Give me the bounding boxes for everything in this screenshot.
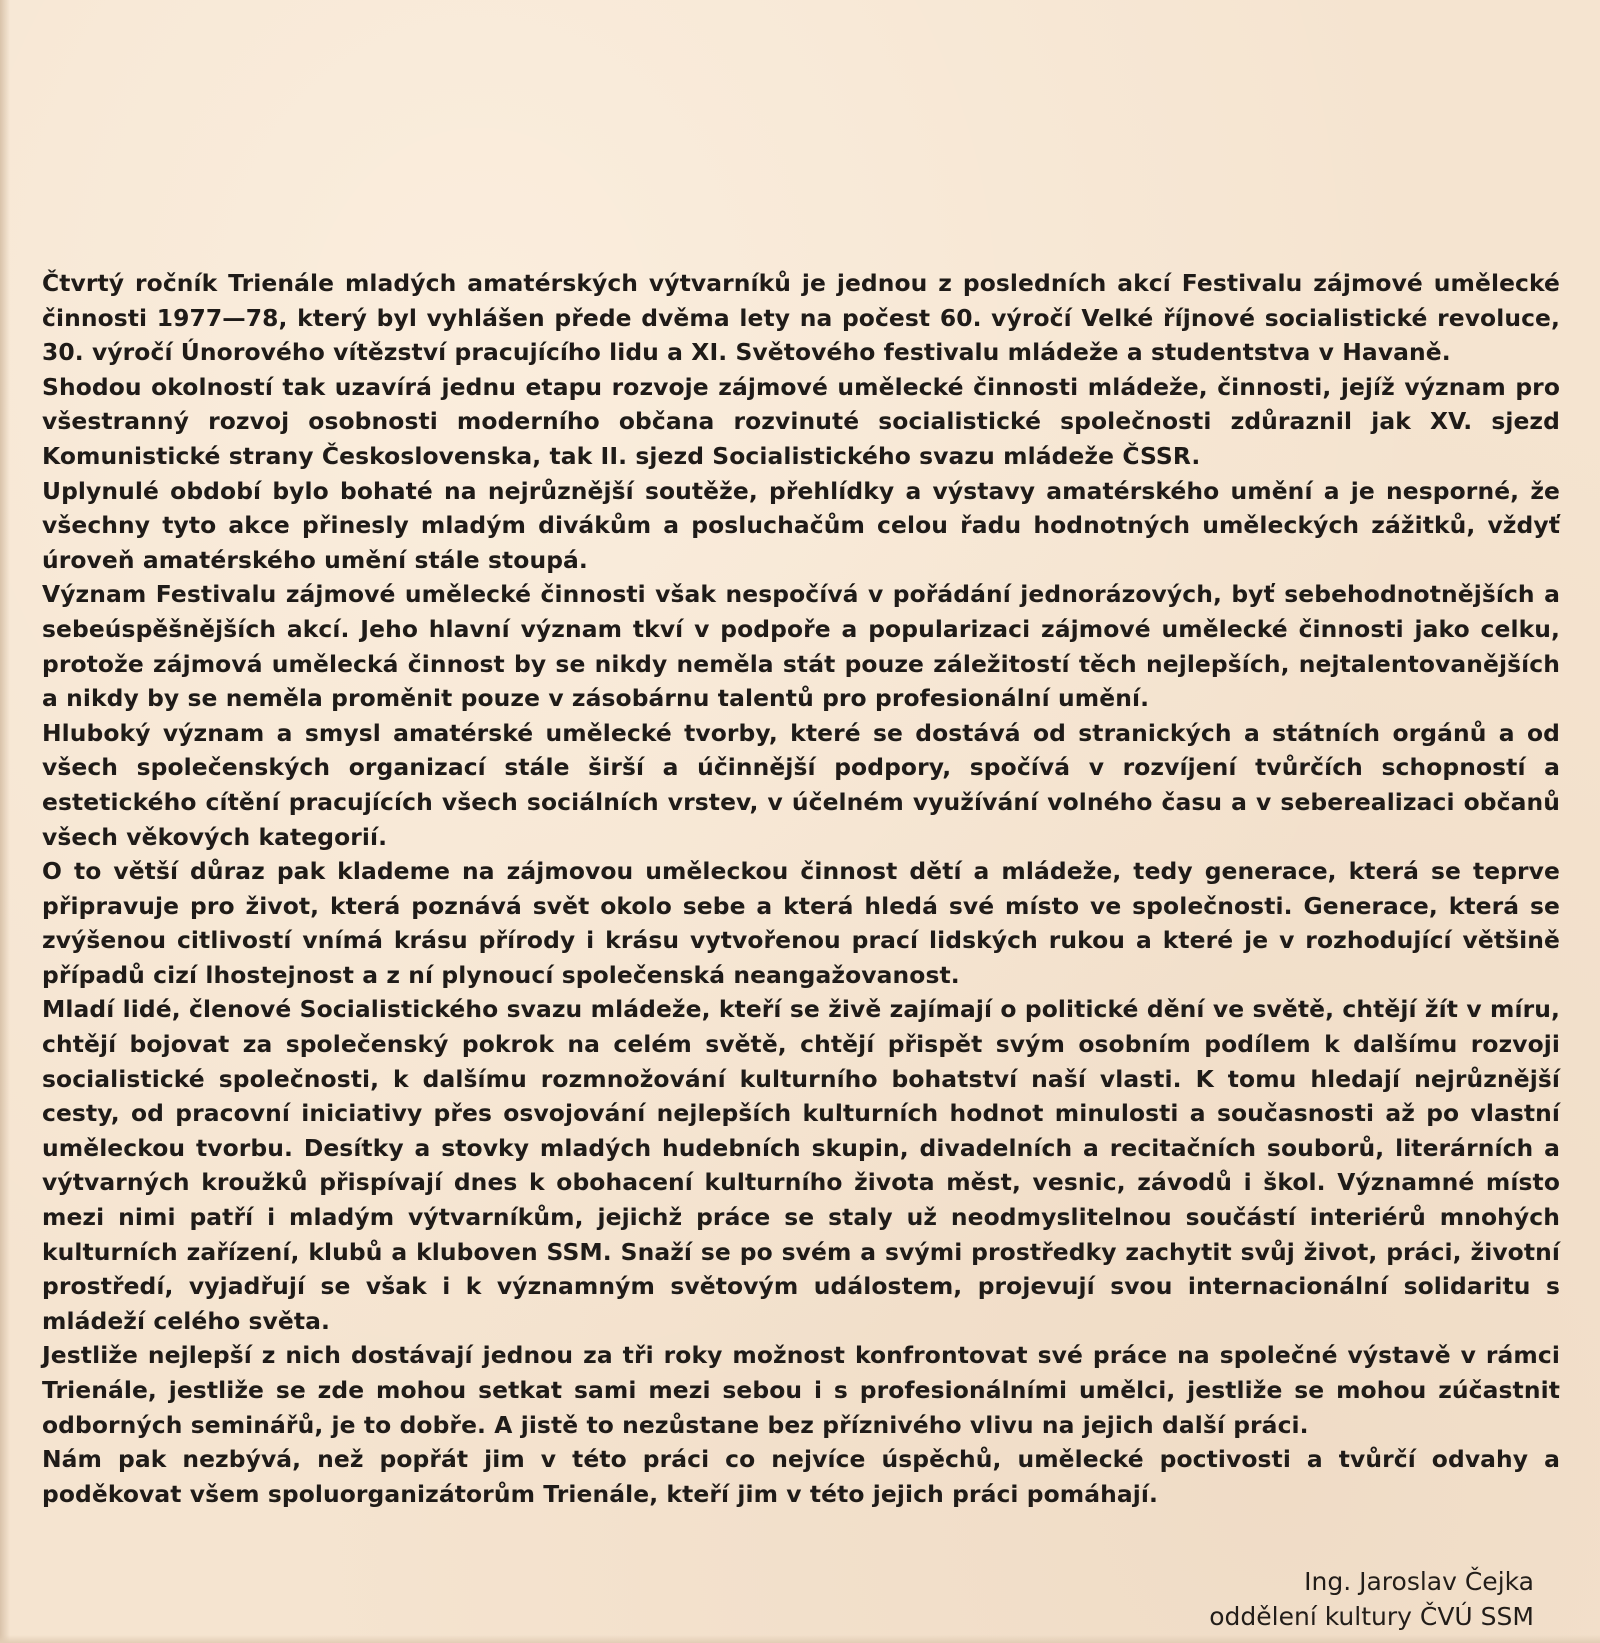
paragraph-7: Mladí lidé, členové Socialistického svazu mládeže, kteří se živě zajímají o politické dění ve světě, chtějí žít v míru, chtějí bojovat za společenský pokrok na celém světě, chtějí přispět svým osobním podílem k dalšímu rozvoji socialistické společnosti, k dalšímu rozmnožování kulturního bohatství naší vlasti. K tomu hledají nejrůznější cesty, od pracovní iniciativy přes osvojování nejlepších kulturních hodnot minulosti a současnosti až po vlastní uměleckou tvorbu. Desítky a stovky mladých hudebních skupin, divadelních a recitačních souborů, literárních a výtvarných kroužků přispívají dnes k obohacení kulturního života měst, vesnic, závodů i škol. Významné místo mezi nimi patří i mladým výtvarníkům, jejichž práce se staly už neodmyslitelnou součástí interiérů mnohých kulturních zařízení, klubů a kluboven SSM. Snaží se po svém a svými prostředky zachytit svůj život, práci, životní prostředí, vyjadřují se však i k významným světovým událostem, projevují svou internacionální solidaritu s mládeží celého světa. bbox=[42, 995, 1560, 1335]
paragraph-1: Čtvrtý ročník Trienále mladých amatérských výtvarníků je jednou z posledních akcí Festivalu zájmové umělecké činnosti 1977—78, který byl vyhlášen přede dvěma lety na počest 60. výročí Velké říjnové socialistické revoluce, 30. výročí Únorového vítězství pracujícího lidu a XI. Světového festivalu mládeže a studentstva v Havaně. bbox=[42, 269, 1560, 367]
paragraph-5: Hluboký význam a smysl amatérské umělecké tvorby, které se dostává od stranických a státních orgánů a od všech společenských organizací stále širší a účinnější podpory, spočívá v rozvíjení tvůrčích schopností a estetického cítění pracujících všech sociálních vrstev, v účelném využívání volného času a v seberealizaci občanů všech věkových kategorií. bbox=[42, 718, 1560, 851]
paragraph-4: Význam Festivalu zájmové umělecké činnosti však nespočívá v pořádání jednorázových, byť sebehodnotnějších a sebeúspěšnějších akcí. Jeho hlavní význam tkví v podpoře a popularizaci zájmové umělecké činnosti jako celku, protože zájmová umělecká činnost by se nikdy neměla stát pouze záležitostí těch nejlepších, nejtalentovanějších a nikdy by se neměla proměnit pouze v zásobárnu talentů pro profesionální umění. bbox=[42, 580, 1560, 713]
page-left-edge-shadow bbox=[0, 0, 10, 1643]
article-body bbox=[42, 266, 1560, 1511]
paragraph-8: Jestliže nejlepší z nich dostávají jednou za tři roky možnost konfrontovat své práce na společné výstavě v rámci Trienále, jestliže se zde mohou setkat sami mezi sebou i s profesionálními umělci, jestliže se mohou zúčastnit odborných seminářů, je to dobře. A jistě to nezůstane bez příznivého vlivu na jejich další práci. bbox=[42, 1341, 1560, 1439]
paragraph-9: Nám pak nezbývá, než popřát jim v této práci co nejvíce úspěchů, umělecké poctivosti a tvůrčí odvahy a poděkovat všem spoluorganizátorům Trienále, kteří jim v této jejich práci pomáhají. bbox=[42, 1445, 1560, 1508]
page-bottom-edge-shadow bbox=[0, 1635, 1600, 1643]
signature-block bbox=[1209, 1564, 1534, 1634]
paragraph-3: Uplynulé období bylo bohaté na nejrůznější soutěže, přehlídky a výstavy amatérského umění a je nesporné, že všechny tyto akce přinesly mladým divákům a posluchačům celou řadu hodnotných uměleckých zážitků, vždyť úroveň amatérského umění stále stoupá. bbox=[42, 476, 1560, 574]
signature-name: Ing. Jaroslav Čejka bbox=[1304, 1567, 1534, 1596]
signature-department: oddělení kultury ČVÚ SSM bbox=[1209, 1602, 1534, 1631]
paragraph-6: O to větší důraz pak klademe na zájmovou uměleckou činnost dětí a mládeže, tedy generace, která se teprve připravuje pro život, která poznává svět okolo sebe a která hledá své místo ve společnosti. Generace, která se zvýšenou citlivostí vnímá krásu přírody i krásu vytvořenou prací lidských rukou a které je v rozhodující většině případů cizí lhostejnost a z ní plynoucí společenská neangažovanost. bbox=[42, 857, 1560, 989]
paragraph-2: Shodou okolností tak uzavírá jednu etapu rozvoje zájmové umělecké činnosti mládeže, činnosti, jejíž význam pro všestranný rozvoj osobnosti moderního občana rozvinuté socialistické společnosti zdůraznil jak XV. sjezd Komunistické strany Československa, tak II. sjezd Socialistického svazu mládeže ČSSR. bbox=[42, 372, 1560, 470]
